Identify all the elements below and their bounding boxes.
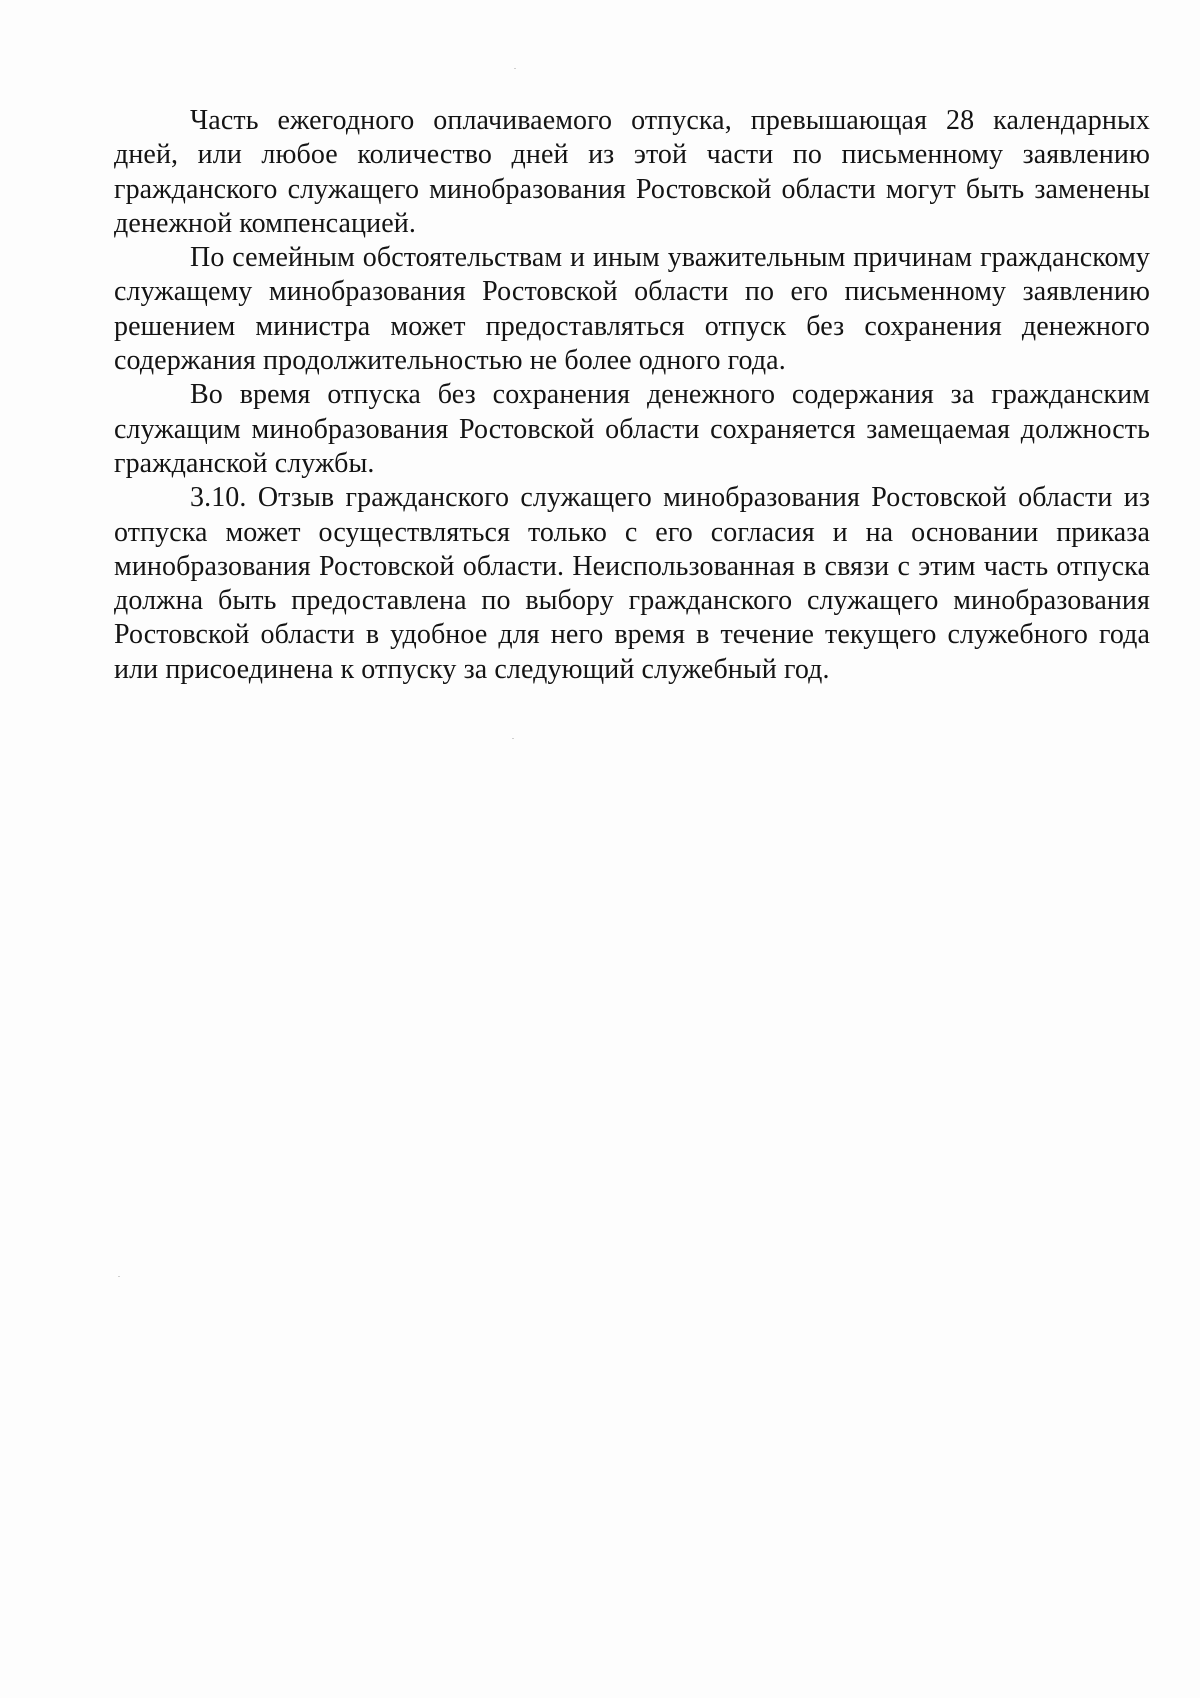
document-body: [114, 104, 1150, 687]
scan-speck: [118, 1276, 120, 1277]
scan-speck: [514, 68, 516, 69]
scan-speck: [512, 738, 514, 739]
paragraph-compensation: Часть ежегодного оплачиваемого отпуска, превышающая 28 календарных дней, или любое количество дней из этой части по письменному заявлению гражданского служащего минобразования Ростовской области могут быть заменены денежной компенсацией.: [114, 105, 1150, 239]
paragraph-unpaid-leave: По семейным обстоятельствам и иным уважительным причинам гражданскому служащему минобразования Ростовской области по его письменному заявлению решением министра может предоставляться отпуск без сохранения денежного содержания продолжительностью не более одного года.: [114, 242, 1150, 377]
paragraph-position-retained: Во время отпуска без сохранения денежного содержания за гражданским служащим минобразования Ростовской области сохраняется замещаемая должность гражданской службы.: [114, 379, 1150, 479]
paragraph-recall-from-leave: 3.10. Отзыв гражданского служащего минобразования Ростовской области из отпуска может осуществляться только с его согласия и на основании приказа минобразования Ростовской области. Неиспользованная в связи с этим часть отпуска должна быть предоставлена по выбору гражданского служащего минобразования Ростовской области в удобное для него время в течение текущего служебного года или присоединена к отпуску за следующий служебный год.: [114, 482, 1150, 685]
